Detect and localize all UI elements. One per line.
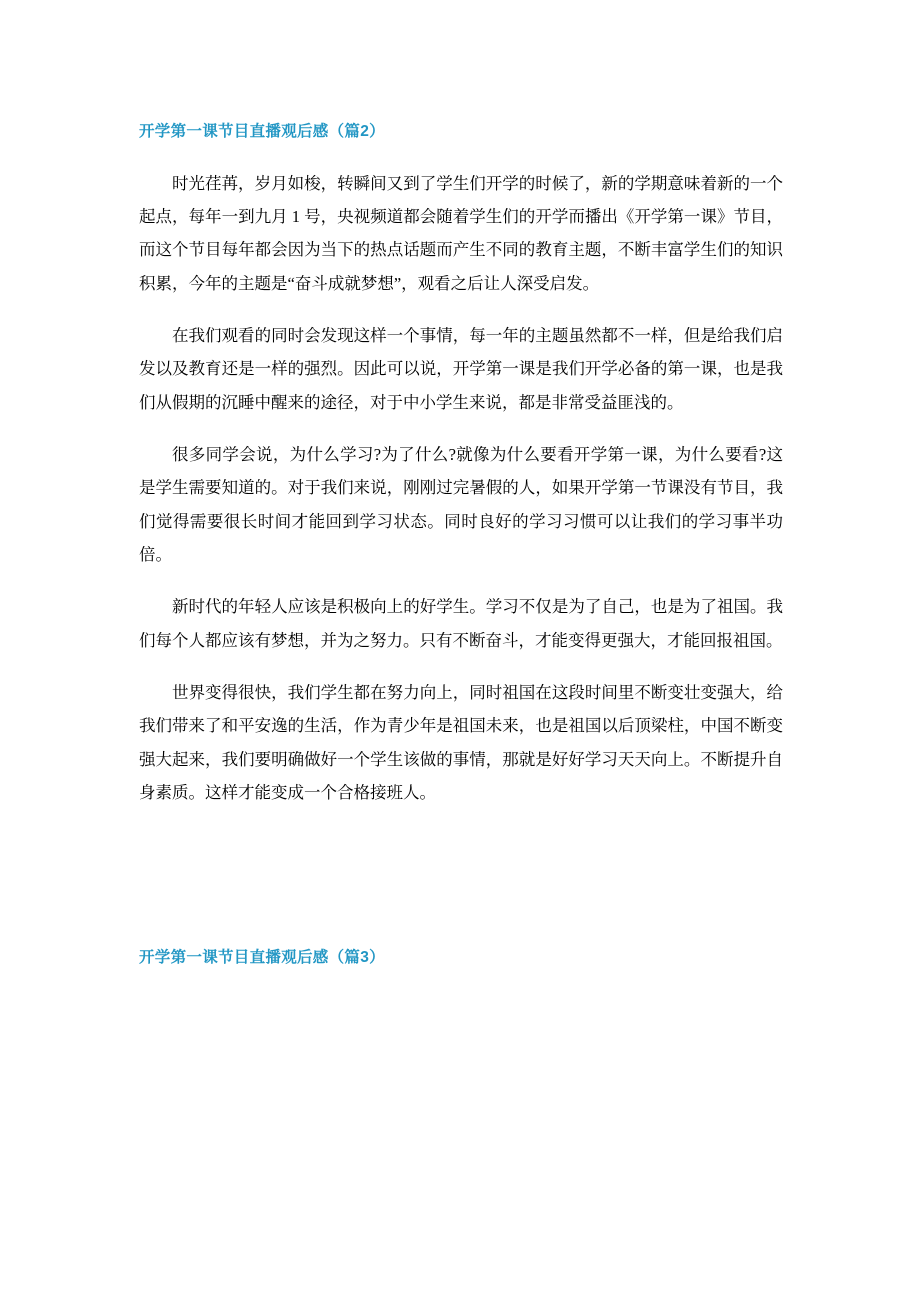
paragraph-3: 很多同学会说，为什么学习?为了什么?就像为什么要看开学第一课，为什么要看?这是学生需要知道的。对于我们来说，刚刚过完暑假的人，如果开学第一节课没有节目，我们觉得需要很长时间才能回到学习状态。同时良好的学习习惯可以让我们的学习事半功倍。 [139,445,783,565]
section-heading-part-3: 开学第一课节目直播观后感（篇3） [139,949,385,967]
paragraph-5: 世界变得很快，我们学生都在努力向上，同时祖国在这段时间里不断变壮变强大，给我们带来了和平安逸的生活，作为青少年是祖国未来，也是祖国以后顶梁柱，中国不断变强大起来，我们要明确做好一个学生该做的事情，那就是好好学习天天向上。不断提升自身素质。这样才能变成一个合格接班人。 [139,683,783,803]
document-body [139,120,783,993]
paragraph-2: 在我们观看的同时会发现这样一个事情，每一年的主题虽然都不一样，但是给我们启发以及教育还是一样的强烈。因此可以说，开学第一课是我们开学必备的第一课，也是我们从假期的沉睡中醒来的途径，对于中小学生来说，都是非常受益匪浅的。 [139,326,783,412]
section-heading-part-2: 开学第一课节目直播观后感（篇2） [139,123,385,140]
section-spacer [139,828,783,946]
paragraph-4: 新时代的年轻人应该是积极向上的好学生。学习不仅是为了自己，也是为了祖国。我们每个人都应该有梦想，并为之努力。只有不断奋斗，才能变得更强大，才能回报祖国。 [139,597,783,650]
paragraph-1: 时光荏苒，岁月如梭，转瞬间又到了学生们开学的时候了，新的学期意味着新的一个起点，每年一到九月 1 号，央视频道都会随着学生们的开学而播出《开学第一课》节目，而这个节目每年都会因为当下的热点话题而产生不同的教育主题，不断丰富学生们的知识积累，今年的主题是“奋斗成就梦想”，观看之后让人深受启发。 [139,173,783,293]
